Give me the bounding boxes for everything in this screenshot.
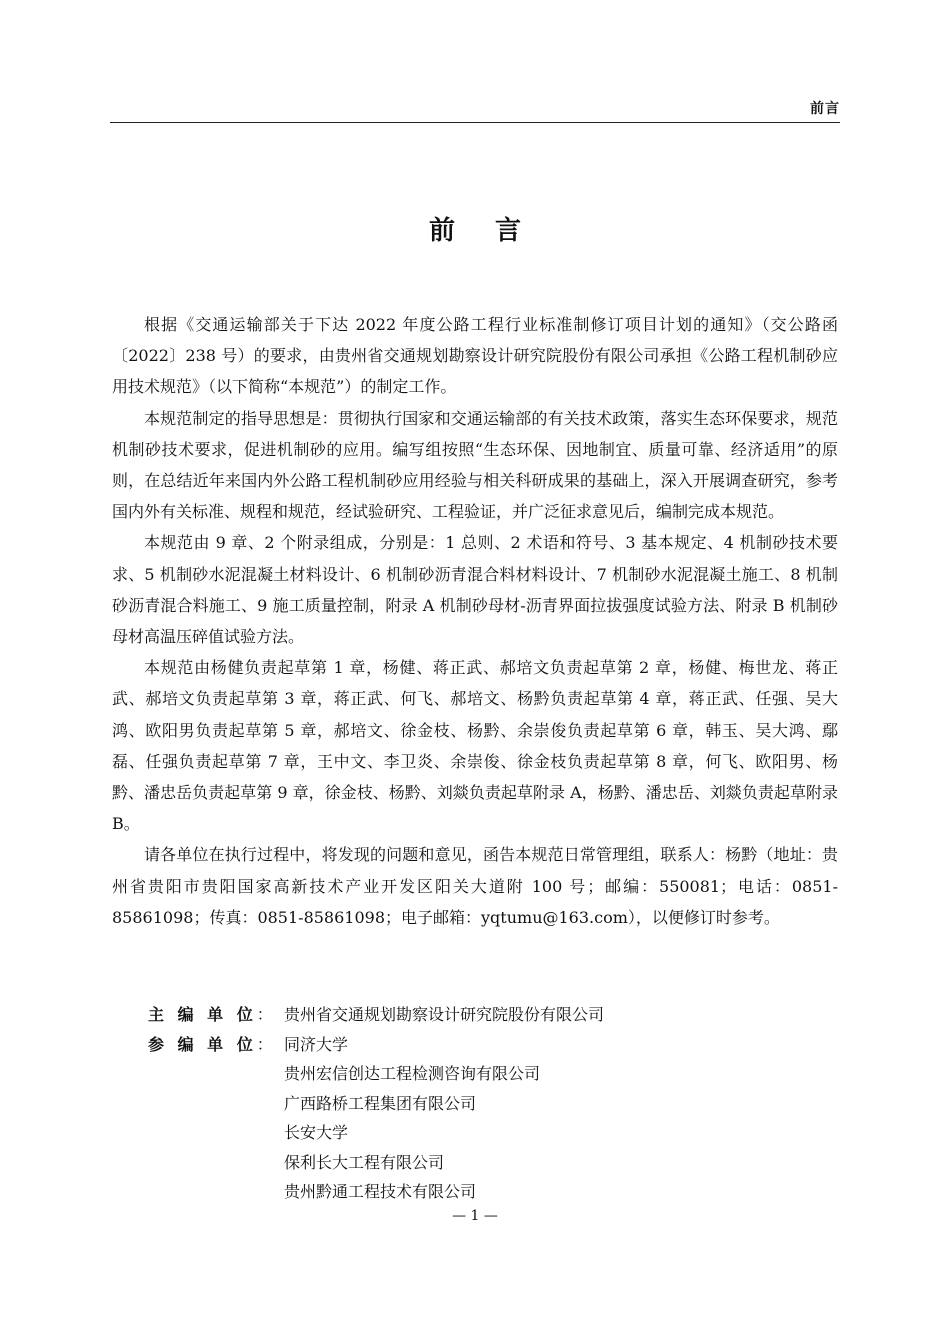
chief-unit-label: 主 编 单 位：: [148, 1005, 273, 1024]
participating-unit-row: [148, 1148, 604, 1178]
participating-unit-value: 同济大学: [284, 1034, 349, 1054]
paragraph: 本规范制定的指导思想是：贯彻执行国家和交通运输部的有关技术政策，落实生态环保要求，规范机制砂技术要求，促进机制砂的应用。编写组按照“生态环保、因地制宜、质量可靠、经济适用”的原则，在总结近年来国内外公路工程机制砂应用经验与相关科研成果的基础上，深入开展调查研究，参考国内外有关标准、规程和规范，经试验研究、工程验证，并广泛征求意见后，编制完成本规范。: [112, 408, 838, 522]
units-list: [148, 1000, 604, 1207]
running-header-title: 前言: [810, 101, 840, 117]
paragraph: 请各单位在执行过程中，将发现的问题和意见，函告本规范日常管理组，联系人：杨黔（地址：贵州省贵阳市贵阳国家高新技术产业开发区阳关大道附 100 号；邮编：550081；电话：0851-85861098；传真：0851-85861098；电子邮箱：yqtumu@163.com），以便修订时参考。: [112, 845, 838, 927]
participating-unit-value: 贵州宏信创达工程检测咨询有限公司: [284, 1064, 541, 1083]
page-title: 前言: [428, 216, 561, 246]
participating-unit-row: [148, 1118, 604, 1148]
chief-unit-row: [148, 1000, 604, 1030]
participating-unit-row: [148, 1059, 604, 1089]
body-text: [112, 309, 838, 933]
participating-unit-row: [148, 1089, 604, 1119]
paragraph: 本规范由杨健负责起草第 1 章，杨健、蒋正武、郝培文负责起草第 2 章，杨健、梅世龙、蒋正武、郝培文负责起草第 3 章，蒋正武、何飞、郝培文、杨黔负责起草第 4 章，蒋正武、任强、吴大鸿、欧阳男负责起草第 5 章，郝培文、徐金枝、杨黔、余崇俊负责起草第 6 章，韩玉、吴大鸿、鄢磊、任强负责起草第 7 章，王中文、李卫炎、余崇俊、徐金枝负责起草第 8 章，何飞、欧阳男、杨黔、潘忠岳负责起草第 9 章，徐金枝、杨黔、刘燚负责起草附录 A，杨黔、潘忠岳、刘燚负责起草附录 B。: [112, 658, 838, 834]
running-header: [110, 96, 840, 123]
participating-unit-row: [148, 1030, 604, 1060]
participating-unit-value: 广西路桥工程集团有限公司: [284, 1093, 477, 1113]
paragraph: 根据《交通运输部关于下达 2022 年度公路工程行业标准制修订项目计划的通知》（交公路函〔2022〕238 号）的要求，由贵州省交通规划勘察设计研究院股份有限公司承担《公路工程机制砂应用技术规范》（以下简称“本规范”）的制定工作。: [112, 315, 838, 397]
participating-unit-value: 长安大学: [284, 1123, 349, 1142]
chief-unit-value: 贵州省交通规划勘察设计研究院股份有限公司: [284, 1005, 605, 1024]
participating-unit-row: [148, 1177, 604, 1207]
paragraph: 本规范由 9 章、2 个附录组成，分别是：1 总则、2 术语和符号、3 基本规定、4 机制砂技术要求、5 机制砂水泥混凝土材料设计、6 机制砂沥青混合料材料设计、7 机制砂水泥混凝土施工、8 机制砂沥青混合料施工、9 施工质量控制，附录 A 机制砂母材-沥青界面拉拔强度试验方法、附录 B 机制砂母材高温压碎值试验方法。: [112, 533, 838, 647]
participating-unit-label: 参 编 单 位：: [148, 1034, 273, 1054]
participating-unit-value: 贵州黔通工程技术有限公司: [284, 1182, 477, 1201]
participating-unit-value: 保利长大工程有限公司: [284, 1152, 445, 1172]
page-number: — 1 —: [452, 1208, 498, 1224]
